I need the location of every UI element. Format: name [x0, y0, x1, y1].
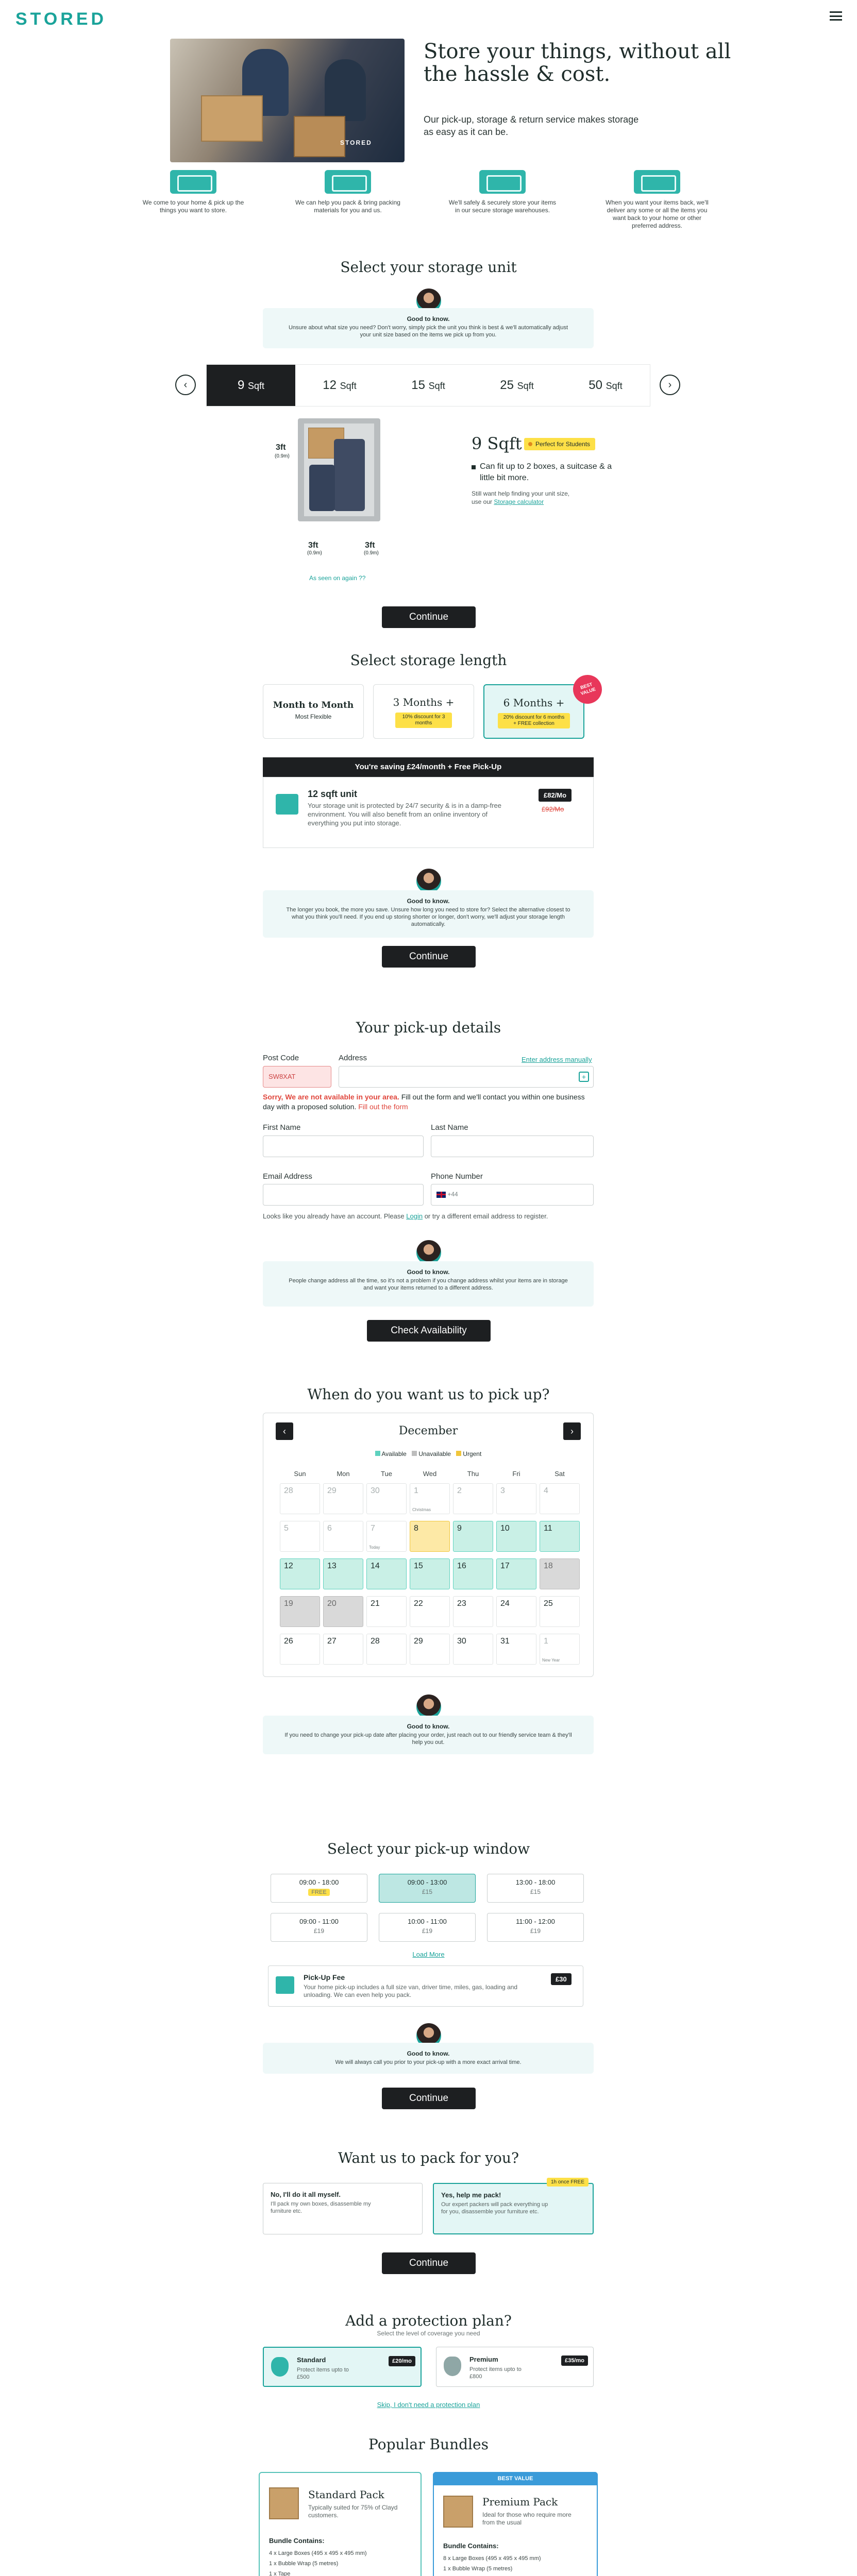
calendar-day[interactable]	[540, 1521, 580, 1552]
step-text: We can help you pack & bring packing materials for you and us.	[295, 199, 400, 214]
unit-name: 12 sqft unit	[308, 789, 358, 799]
tab-number: 12	[323, 378, 337, 392]
tab-number: 50	[589, 378, 602, 392]
unavailable-swatch	[412, 1451, 417, 1456]
length-option-monthly[interactable]	[263, 684, 364, 739]
bundle-line	[443, 2574, 541, 2576]
area-error-message	[263, 1092, 594, 1112]
calendar-day[interactable]	[366, 1596, 407, 1627]
tab-unit: Sqft	[340, 381, 357, 391]
time-slot[interactable]	[379, 1874, 476, 1903]
fill-out-form-link[interactable]: Fill out the form	[358, 1103, 408, 1111]
day-number: 15	[414, 1562, 423, 1570]
best-value-ribbon: BEST VALUE	[569, 671, 606, 708]
time-slot[interactable]	[271, 1913, 367, 1942]
calendar-day	[496, 1483, 536, 1514]
best-value-banner: BEST VALUE	[433, 2472, 598, 2485]
day-number: 8	[414, 1524, 418, 1533]
plan-standard[interactable]	[263, 2347, 422, 2387]
calendar-day	[540, 1558, 580, 1589]
option-desc: I'll pack my own boxes, disassemble my furniture etc.	[271, 2201, 371, 2214]
calendar-day[interactable]	[410, 1558, 450, 1589]
weekday-label: Wed	[423, 1470, 437, 1478]
as-seen-link[interactable]: As seen on again ??	[309, 574, 366, 582]
unit-price: £82/Mo	[539, 789, 572, 802]
tab-unit: Sqft	[606, 381, 623, 391]
day-number: 11	[544, 1524, 552, 1533]
time-slot[interactable]	[487, 1874, 584, 1903]
box-figure	[201, 95, 263, 142]
calendar-day	[280, 1521, 320, 1552]
tab-unit: Sqft	[428, 381, 445, 391]
calendar-day[interactable]	[323, 1634, 363, 1665]
good-to-know-box	[263, 1261, 594, 1307]
know-text: People change address all the time, so it's not a problem if you change address whilst your items are in storage and want your items returned to a different address.	[289, 1278, 568, 1291]
box-figure	[294, 116, 345, 157]
bullet-icon	[472, 465, 476, 469]
know-text: The longer you book, the more you save. Unsure how long you need to store for? Select the alternative closest to what you think you'll need. If you end up storing shorter or longer, don't worry, we'll adjust your storage length automatically.	[286, 907, 570, 927]
delivery-icon	[634, 170, 680, 194]
calendar-day[interactable]	[410, 1634, 450, 1665]
saving-banner: You're saving £24/month + Free Pick-Up	[263, 757, 594, 777]
van-icon	[276, 1976, 294, 1994]
day-number: 13	[327, 1562, 337, 1570]
bundle-contents	[269, 2548, 367, 2576]
bundle-desc: Ideal for those who require more from the usual	[482, 2511, 572, 2526]
slot-time: 13:00 - 18:00	[515, 1878, 556, 1886]
tab-unit: Sqft	[248, 381, 265, 391]
unit-size-title: 9 Sqft	[472, 434, 522, 453]
bundle-line: 4 x Large Boxes (495 x 495 x 495 mm)	[269, 2550, 367, 2556]
continue-button[interactable]: Continue	[382, 2252, 476, 2274]
calendar-day[interactable]	[496, 1521, 536, 1552]
account-note	[263, 1212, 594, 1221]
badge-text: Perfect for Students	[535, 440, 591, 448]
available-swatch	[375, 1451, 380, 1456]
hero-image	[170, 39, 405, 162]
know-heading: Good to know.	[407, 315, 450, 323]
step-return	[603, 166, 711, 229]
pack-option-myself[interactable]	[263, 2183, 423, 2234]
calendar-day[interactable]	[453, 1558, 493, 1589]
continue-button[interactable]: Continue	[382, 2088, 476, 2109]
calendar-day	[323, 1483, 363, 1514]
slot-price	[379, 1888, 475, 1895]
slot-price	[379, 1927, 475, 1935]
first-name-label: First Name	[263, 1123, 301, 1132]
calendar-day[interactable]	[280, 1558, 320, 1589]
day-number: 1	[414, 1486, 418, 1495]
calendar-day	[280, 1596, 320, 1627]
shield-icon	[444, 2357, 461, 2376]
day-number: 21	[371, 1599, 380, 1608]
calendar-day[interactable]	[453, 1596, 493, 1627]
legend-label: Available	[381, 1450, 407, 1458]
van-icon	[170, 170, 216, 194]
length-option-3-months[interactable]	[373, 684, 474, 739]
phone-prefix: +44	[447, 1191, 458, 1198]
account-note-text: or try a different email address to register.	[424, 1212, 548, 1220]
postcode-input[interactable]: SW8XAT	[263, 1066, 331, 1088]
slot-time: 09:00 - 11:00	[299, 1918, 339, 1925]
slot-time: 11:00 - 12:00	[516, 1918, 555, 1925]
free-badge: FREE	[308, 1889, 329, 1896]
pickup-fee-card	[268, 1965, 583, 2007]
error-text: Sorry, We are not available in your area.	[263, 1093, 399, 1101]
day-number: 6	[327, 1524, 332, 1533]
dim-height: 3ft	[276, 443, 286, 452]
option-title: No, I'll do it all myself.	[271, 2191, 341, 2198]
help-text: use our	[472, 498, 493, 505]
weekday-label: Mon	[337, 1470, 350, 1478]
calendar-day	[540, 1634, 580, 1665]
tab-9-sqft[interactable]	[207, 365, 295, 406]
day-number: 26	[284, 1637, 293, 1646]
van-label: STORED	[340, 139, 372, 146]
calendar-day	[323, 1521, 363, 1552]
day-tag: Christmas	[412, 1507, 431, 1512]
price-text: £15	[422, 1888, 433, 1895]
legend-label: Urgent	[463, 1450, 482, 1458]
day-number: 28	[371, 1637, 380, 1646]
error-detail: Fill out the form and we'll contact you within one business day with a proposed solution.	[263, 1093, 585, 1111]
last-name-input[interactable]	[431, 1136, 594, 1157]
unit-section-title: Select your storage unit	[340, 259, 517, 276]
day-number: 9	[457, 1524, 462, 1533]
bundle-name: Premium Pack	[482, 2496, 558, 2508]
plan-price: £20/mo	[389, 2356, 415, 2366]
calendar-day[interactable]	[453, 1521, 493, 1552]
address-input[interactable]	[339, 1066, 594, 1088]
old-price: £92/Mo	[542, 805, 564, 813]
bundle-line: 1 x Bubble Wrap (5 metres)	[269, 2561, 339, 2567]
step-pickup	[139, 166, 247, 223]
good-to-know-box	[263, 890, 594, 938]
day-number: 17	[500, 1562, 510, 1570]
slot-price	[271, 1927, 367, 1935]
postcode-label: Post Code	[263, 1054, 299, 1062]
calendar-day	[453, 1483, 493, 1514]
phone-label: Phone Number	[431, 1172, 483, 1181]
know-heading: Good to know.	[407, 1268, 450, 1276]
price-text: £15	[530, 1888, 541, 1895]
shield-icon	[271, 2357, 289, 2377]
option-desc: Our expert packers will pack everything up for you, disassemble your furniture etc.	[441, 2201, 548, 2215]
size-help	[472, 489, 626, 506]
calendar-day	[323, 1596, 363, 1627]
unit-illustration	[298, 418, 385, 537]
unit-icon	[276, 794, 298, 815]
plan-name: Premium	[469, 2355, 498, 2363]
logo[interactable]: STORED	[15, 9, 107, 29]
day-number: 18	[544, 1562, 553, 1570]
prev-arrow-icon[interactable]: ‹	[175, 375, 196, 395]
calendar-day	[540, 1483, 580, 1514]
unit-size-tabs	[206, 364, 650, 406]
storage-calculator-link[interactable]: Storage calculator	[494, 498, 544, 505]
know-heading: Good to know.	[407, 897, 450, 905]
tab-unit: Sqft	[517, 381, 534, 391]
step-text: When you want your items back, we'll deliver any some or all the items you want back to your home or other preferred address.	[606, 199, 709, 229]
mover-figure	[325, 59, 366, 121]
discount-pill: 20% discount for 6 months + FREE collection	[498, 713, 570, 728]
day-number: 22	[414, 1599, 423, 1608]
day-number: 16	[457, 1562, 466, 1570]
bundle-name: Standard Pack	[308, 2488, 384, 2501]
calendar-day[interactable]	[410, 1596, 450, 1627]
calendar-day[interactable]	[410, 1521, 450, 1552]
step-storage	[448, 166, 557, 223]
login-link[interactable]: Login	[406, 1212, 423, 1220]
prev-month-button[interactable]: ‹	[276, 1422, 293, 1440]
calendar-day	[280, 1483, 320, 1514]
length-section-title: Select storage length	[350, 652, 507, 669]
good-to-know-box	[263, 1716, 594, 1754]
day-number: 23	[457, 1599, 466, 1608]
day-tag: New Year	[542, 1658, 560, 1663]
day-number: 24	[500, 1599, 510, 1608]
student-badge	[524, 438, 595, 450]
calendar-day	[410, 1483, 450, 1514]
selected-unit-summary	[263, 777, 594, 848]
calendar-day[interactable]	[366, 1558, 407, 1589]
tab-number: 9	[237, 378, 245, 392]
dim-height-metric: (0.9m)	[275, 453, 290, 459]
pickup-section-title: Your pick-up details	[356, 1019, 501, 1036]
day-number: 29	[327, 1486, 337, 1495]
plan-premium[interactable]	[436, 2347, 594, 2387]
time-slot[interactable]	[487, 1913, 584, 1942]
enter-address-manually-link[interactable]: Enter address manually	[522, 1056, 592, 1063]
tab-25-sqft[interactable]	[473, 365, 561, 406]
price-text: £19	[313, 1927, 325, 1935]
day-number: 12	[284, 1562, 293, 1570]
weekday-label: Sun	[294, 1470, 306, 1478]
day-number: 30	[371, 1486, 380, 1495]
slot-price	[488, 1888, 583, 1895]
box-icon	[269, 2487, 299, 2519]
know-heading: Good to know.	[407, 1723, 450, 1730]
uk-flag-icon	[436, 1192, 446, 1198]
tab-12-sqft[interactable]	[295, 365, 384, 406]
day-tag: Today	[369, 1545, 380, 1550]
price-text: £19	[422, 1927, 433, 1935]
slot-price	[271, 1888, 367, 1896]
know-heading: Good to know.	[407, 2050, 450, 2057]
tab-15-sqft[interactable]	[384, 365, 473, 406]
day-number: 4	[544, 1486, 548, 1495]
calendar-legend	[263, 1450, 593, 1458]
tab-50-sqft[interactable]	[561, 365, 650, 406]
time-slot[interactable]	[271, 1874, 367, 1903]
bundle-line: 8 x Large Boxes (495 x 495 x 495 mm)	[443, 2555, 541, 2562]
day-number: 30	[457, 1637, 466, 1646]
plan-desc: Protect items upto to £800	[469, 2366, 522, 2380]
day-number: 7	[371, 1524, 375, 1533]
load-more-link[interactable]: Load More	[412, 1951, 445, 1958]
calendar-day[interactable]	[496, 1634, 536, 1665]
fee-title: Pick-Up Fee	[304, 1973, 345, 1981]
bundle-desc: Typically suited for 75% of Clayd customers.	[308, 2504, 398, 2519]
free-hour-badge: 1h once FREE	[547, 2178, 589, 2187]
protection-subtitle: Select the level of coverage you need	[377, 2330, 480, 2337]
dim-width-metric: (0.9m)	[307, 550, 322, 556]
how-it-works-steps	[139, 166, 727, 229]
pack-section-title: Want us to pack for you?	[338, 2149, 519, 2166]
email-label: Email Address	[263, 1172, 312, 1181]
length-option-6-months[interactable]	[483, 684, 584, 739]
weekday-label: Sat	[554, 1470, 565, 1478]
day-number: 1	[544, 1637, 548, 1646]
know-text: If you need to change your pick-up date after placing your order, just reach out to our friendly service team & they'll help you out.	[284, 1732, 572, 1745]
day-number: 31	[500, 1637, 510, 1646]
calendar-day	[366, 1521, 407, 1552]
hero-subtitle: Our pick-up, storage & return service makes storage as easy as it can be.	[424, 114, 639, 137]
calendar-day[interactable]	[323, 1558, 363, 1589]
help-text: Still want help finding your unit size,	[472, 490, 570, 497]
first-name-input[interactable]	[263, 1136, 424, 1157]
continue-button[interactable]: Continue	[382, 946, 476, 968]
next-month-button[interactable]: ›	[563, 1422, 581, 1440]
box-icon	[443, 2496, 473, 2528]
calendar-day[interactable]	[540, 1596, 580, 1627]
option-name: Month to Month	[273, 700, 354, 710]
hero-title: Store your things, without all the hassle & cost.	[424, 40, 731, 86]
day-number: 19	[284, 1599, 293, 1608]
day-number: 27	[327, 1637, 337, 1646]
unit-description	[472, 461, 621, 484]
calendar-day[interactable]	[453, 1634, 493, 1665]
discount-pill: 10% discount for 3 months	[395, 713, 452, 728]
good-to-know-box	[263, 2043, 594, 2074]
last-name-label: Last Name	[431, 1123, 468, 1132]
weekday-label: Tue	[381, 1470, 392, 1478]
star-icon	[528, 442, 532, 446]
unit-desc-text: Can fit up to 2 boxes, a suitcase & a little bit more.	[480, 462, 612, 482]
warehouse-icon	[479, 170, 526, 194]
weekday-label: Fri	[512, 1470, 520, 1478]
legend-label: Unavailable	[418, 1450, 451, 1458]
day-number: 10	[500, 1524, 510, 1533]
bundle-contains-label: Bundle Contains:	[443, 2542, 499, 2550]
day-number: 29	[414, 1637, 423, 1646]
time-slot[interactable]	[379, 1913, 476, 1942]
day-number: 28	[284, 1486, 293, 1495]
phone-input[interactable]	[431, 1184, 594, 1206]
option-name: 6 Months +	[503, 697, 565, 709]
day-number: 25	[544, 1599, 553, 1608]
check-availability-button[interactable]: Check Availability	[367, 1320, 491, 1342]
continue-button[interactable]: Continue	[382, 606, 476, 628]
weekday-label: Thu	[467, 1470, 479, 1478]
slot-price	[488, 1927, 583, 1935]
bundle-contents	[443, 2553, 541, 2576]
calendar-day	[366, 1483, 407, 1514]
know-text: Unsure about what size you need? Don't worry, simply pick the unit you think is best & we'll automatically adjust your unit size based on the items we pick up from you.	[288, 325, 568, 338]
option-title: Yes, help me pack!	[441, 2191, 501, 2199]
bundle-line: 1 x Bubble Wrap (5 metres)	[443, 2566, 513, 2572]
bundle-line: 1 x Tape	[269, 2571, 291, 2576]
calendar-day[interactable]	[496, 1596, 536, 1627]
fee-description: Your home pick-up includes a full size van, driver time, miles, gas, loading and unloading. We can even help you pack.	[304, 1984, 518, 1998]
pack-option-help[interactable]	[433, 2179, 594, 2234]
account-note-text: Looks like you already have an account. Please	[263, 1212, 405, 1220]
tab-number: 25	[500, 378, 514, 392]
day-number: 3	[500, 1486, 505, 1495]
price-text: £19	[530, 1927, 541, 1935]
bundles-section-title: Popular Bundles	[368, 2436, 489, 2453]
plan-price: £35/mo	[561, 2355, 588, 2366]
dim-width: 3ft	[308, 541, 318, 550]
box-icon	[325, 170, 371, 194]
slot-time: 10:00 - 11:00	[408, 1918, 447, 1925]
step-packing	[294, 166, 402, 223]
hamburger-icon[interactable]	[830, 11, 842, 21]
calendar-day[interactable]	[366, 1634, 407, 1665]
window-section-title: Select your pick-up window	[327, 1840, 530, 1857]
day-number: 14	[371, 1562, 380, 1570]
step-text: We'll safely & securely store your items in our secure storage warehouses.	[448, 199, 557, 214]
dim-depth-metric: (0.9m)	[364, 550, 379, 556]
bundle-standard	[259, 2472, 422, 2576]
option-sub: Most Flexible	[295, 713, 332, 720]
fee-price: £30	[551, 1973, 572, 1985]
urgent-swatch	[456, 1451, 461, 1456]
slot-time: 09:00 - 13:00	[407, 1878, 447, 1886]
plan-name: Standard	[297, 2356, 326, 2364]
day-number: 2	[457, 1486, 462, 1495]
unit-summary-text: Your storage unit is protected by 24/7 security & is in a damp-free environment. You will also benefit from an online inventory of everything you put into storage.	[308, 802, 501, 827]
bundle-premium	[433, 2472, 598, 2576]
email-input[interactable]	[263, 1184, 424, 1206]
calendar-day[interactable]	[496, 1558, 536, 1589]
next-arrow-icon[interactable]: ›	[660, 375, 680, 395]
slot-time: 09:00 - 18:00	[299, 1878, 339, 1886]
good-to-know-box	[263, 308, 594, 348]
pickup-calendar	[263, 1413, 594, 1677]
step-text: We come to your home & pick up the things you want to store.	[142, 199, 244, 214]
calendar-month: December	[398, 1425, 458, 1437]
bundle-contains-label: Bundle Contains:	[269, 2537, 325, 2545]
calendar-day[interactable]	[280, 1634, 320, 1665]
protection-section-title: Add a protection plan?	[345, 2312, 512, 2329]
skip-protection-link[interactable]: Skip, I don't need a protection plan	[377, 2401, 480, 2409]
day-number: 5	[284, 1524, 289, 1533]
option-name: 3 Months +	[393, 696, 455, 708]
calendar-section-title: When do you want us to pick up?	[307, 1386, 550, 1403]
tab-number: 15	[411, 378, 425, 392]
search-icon[interactable]: +	[579, 1072, 589, 1082]
dim-depth: 3ft	[365, 541, 375, 550]
plan-desc: Protect items upto to £500	[297, 2367, 349, 2380]
know-text: We will always call you prior to your pick-up with a more exact arrival time.	[335, 2059, 522, 2065]
address-label: Address	[339, 1054, 367, 1062]
day-number: 20	[327, 1599, 337, 1608]
